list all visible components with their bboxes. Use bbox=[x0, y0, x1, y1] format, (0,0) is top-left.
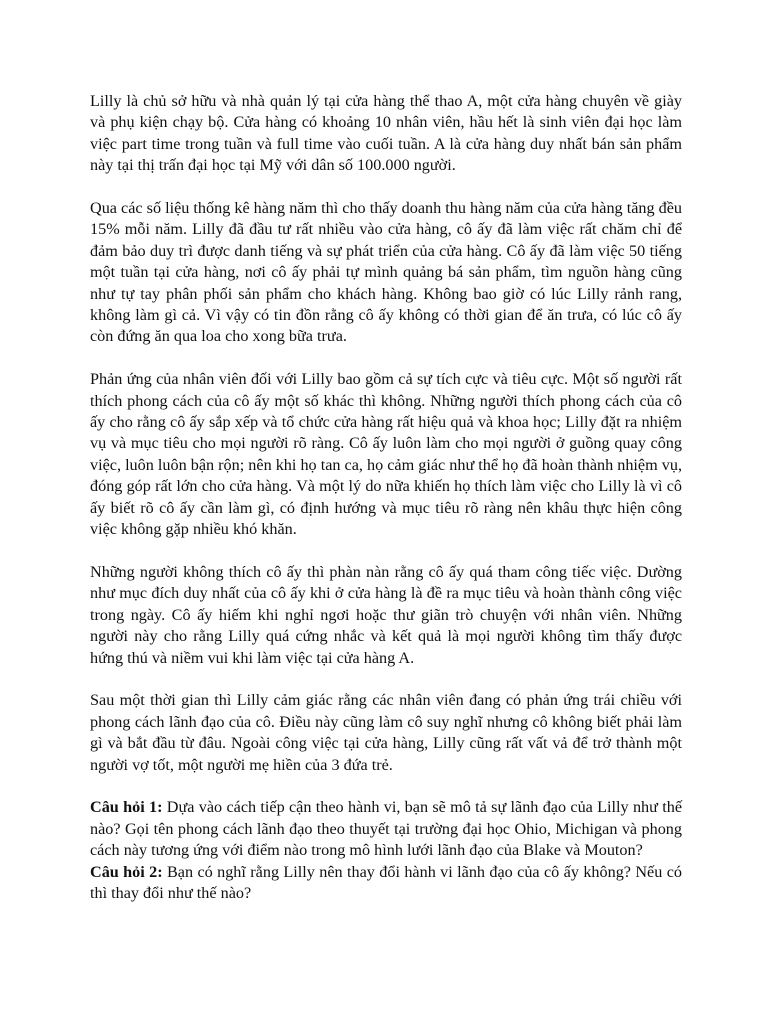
question-2-label: Câu hỏi 2: bbox=[90, 862, 163, 881]
paragraph-staff-reactions: Phản ứng của nhân viên đối với Lilly bao gồm cả sự tích cực và tiêu cực. Một số người rất thích phong cách của cô ấy một số khác thì không. Những người thích phong cách của cô ấy cho rằng cô ấy sắp xếp và tổ chức cửa hàng rất hiệu quả và khoa học; Lilly đặt ra nhiệm vụ và mục tiêu cho mọi người rõ ràng. Cô ấy luôn làm cho mọi người ở guồng quay công việc, luôn luôn bận rộn; nên khi họ tan ca, họ cảm giác như thể họ đã hoàn thành nhiệm vụ, đóng góp rất lớn cho cửa hàng. Và một lý do nữa khiến họ thích làm việc cho Lilly là vì cô ấy biết rõ cô ấy cần làm gì, có định hướng và mục tiêu rõ ràng nên khâu thực hiện công việc không gặp nhiều khó khăn. bbox=[90, 370, 682, 539]
question-2 bbox=[90, 862, 682, 905]
paragraph-reflection: Sau một thời gian thì Lilly cảm giác rằng các nhân viên đang có phản ứng trái chiều với phong cách lãnh đạo của cô. Điều này cũng làm cô suy nghĩ nhưng cô không biết phải làm gì và bắt đầu từ đâu. Ngoài công việc tại cửa hàng, Lilly cũng rất vất vả để trở thành một người vợ tốt, một người mẹ hiền của 3 đứa trẻ. bbox=[90, 691, 682, 774]
question-1-text: Dựa vào cách tiếp cận theo hành vi, bạn sẽ mô tả sự lãnh đạo của Lilly như thế nào? Gọi tên phong cách lãnh đạo theo thuyết tại trường đại học Ohio, Michigan và phong cách này tương ứng với điểm nào trong mô hình lưới lãnh đạo của Blake và Mouton? bbox=[90, 798, 683, 860]
paragraph-intro: Lilly là chủ sở hữu và nhà quản lý tại cửa hàng thể thao A, một cửa hàng chuyên về giày và phụ kiện chạy bộ. Cửa hàng có khoảng 10 nhân viên, hầu hết là sinh viên đại học làm việc part time trong tuần và full time vào cuối tuần. A là cửa hàng duy nhất bán sản phẩm này tại thị trấn đại học tại Mỹ với dân số 100.000 người. bbox=[90, 92, 682, 175]
paragraph-revenue: Qua các số liệu thống kê hàng năm thì cho thấy doanh thu hàng năm của cửa hàng tăng đều 15% mỗi năm. Lilly đã đầu tư rất nhiều vào cửa hàng, cô ấy đã làm việc rất chăm chỉ để đảm bảo duy trì được danh tiếng và sự phát triển của cửa hàng. Cô ấy đã làm việc 50 tiếng một tuần tại cửa hàng, nơi cô ấy phải tự mình quảng bá sản phẩm, tìm nguồn hàng cũng như tự tay phân phối sản phẩm cho khách hàng. Không bao giờ có lúc Lilly rảnh rang, không làm gì cả. Vì vậy có tin đồn rằng cô ấy không có thời gian để ăn trưa, có lúc cô ấy còn đứng ăn qua loa cho xong bữa trưa. bbox=[90, 199, 682, 346]
document-page bbox=[90, 91, 682, 904]
paragraph-complaints: Những người không thích cô ấy thì phàn nàn rằng cô ấy quá tham công tiếc việc. Dường như mục đích duy nhất của cô ấy khi ở cửa hàng là đề ra mục tiêu và hoàn thành công việc trong ngày. Cô ấy hiếm khi nghỉ ngơi hoặc thư giãn trò chuyện với nhân viên. Những người này cho rằng Lilly quá cứng nhắc và kết quả là mọi người không tìm thấy được hứng thú và niềm vui khi làm việc tại cửa hàng A. bbox=[90, 562, 682, 667]
question-1-label: Câu hỏi 1: bbox=[90, 798, 163, 817]
question-2-text: Bạn có nghĩ rằng Lilly nên thay đổi hành vi lãnh đạo của cô ấy không? Nếu có thì thay đổi như thế nào? bbox=[90, 862, 682, 902]
question-1 bbox=[90, 797, 682, 861]
